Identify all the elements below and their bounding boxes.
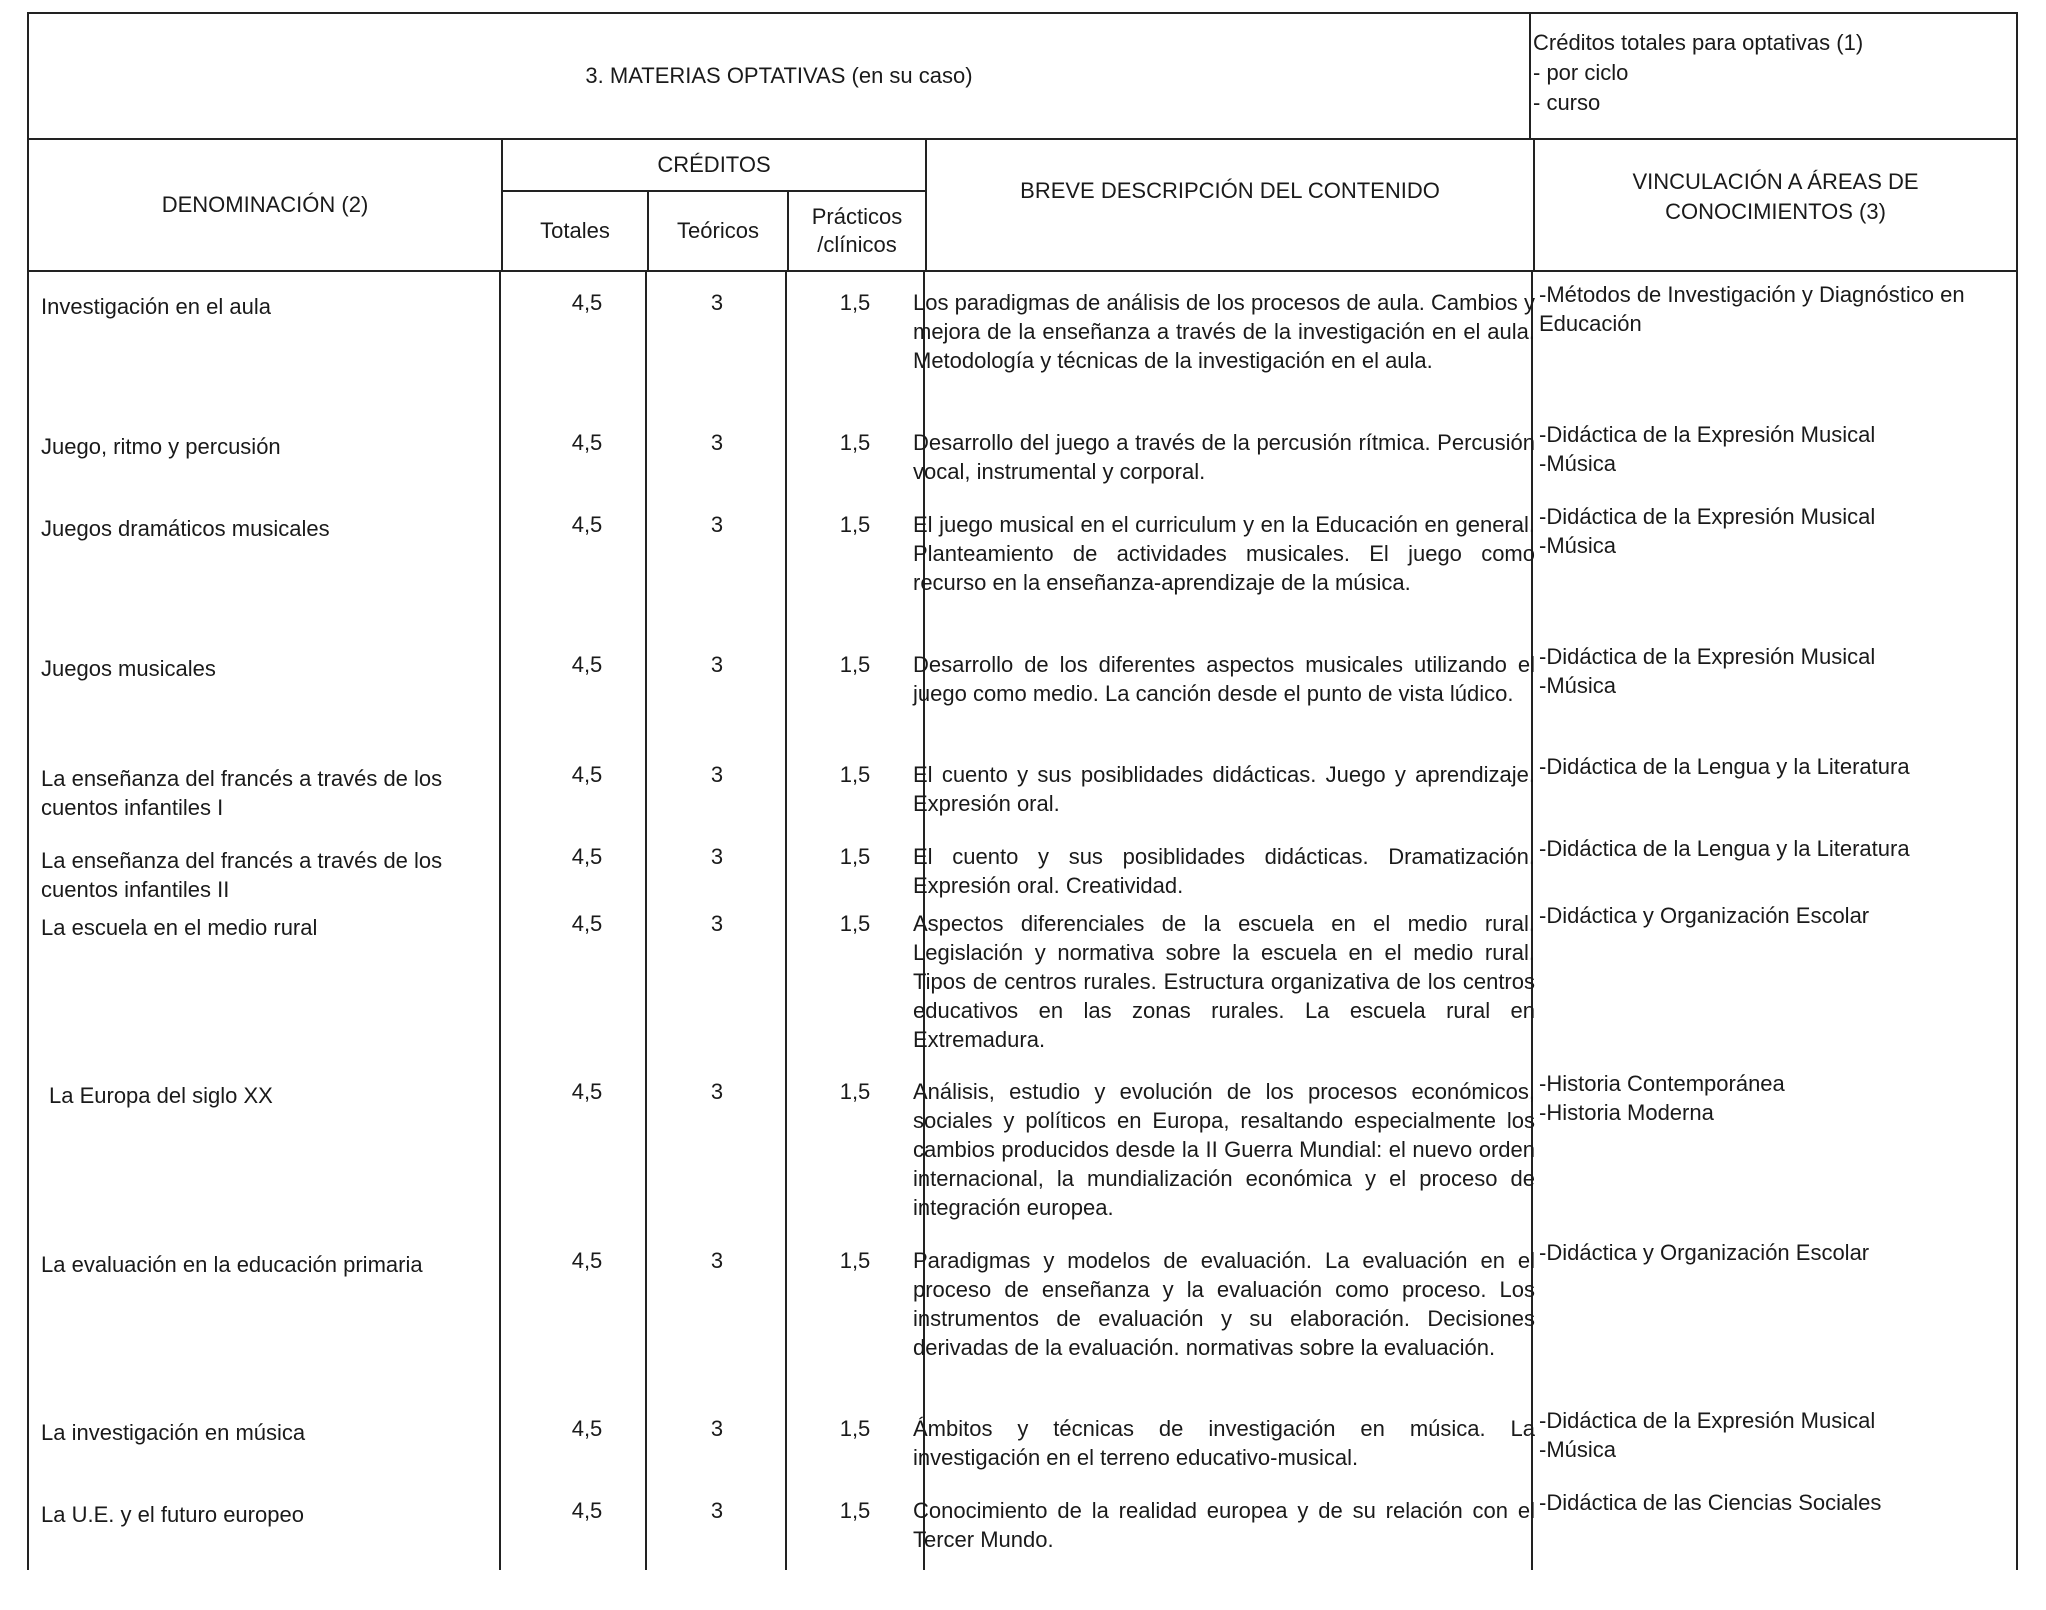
column-header-vinculacion-line: VINCULACIÓN A ÁREAS DE <box>1632 169 1919 194</box>
subject-name: La U.E. y el futuro europeo <box>41 1502 304 1527</box>
knowledge-areas <box>1539 502 2009 560</box>
column-header-teoricos: Teóricos <box>677 218 759 243</box>
subject-description: Aspectos diferenciales de la escuela en el medio rural. Legislación y normativa sobre la escuela en el medio rural. Tipos de centros rurales. Estructura organizativa de los centros educativos en las zonas rurales. La escuela rural en Extremadura. <box>913 911 1535 1052</box>
table-body <box>27 272 2018 1570</box>
credits-totales: 4,5 <box>571 1416 603 1441</box>
subject-description: Desarrollo del juego a través de la percusión rítmica. Percusión vocal, instrumental y corporal. <box>913 430 1535 484</box>
subject-name: Juego, ritmo y percusión <box>41 434 281 459</box>
table-rule <box>785 272 787 1570</box>
credits-totales: 4,5 <box>571 1498 603 1523</box>
knowledge-area: -Música <box>1539 451 1617 476</box>
column-header-vinculacion <box>1535 132 2016 262</box>
subject-name: La evaluación en la educación primaria <box>41 1252 423 1277</box>
subject-description: El juego musical en el curriculum y en la Educación en general. Planteamiento de actividades musicales. El juego como recurso en la enseñanza-aprendizaje de la música. <box>913 512 1535 595</box>
credits-teoricos: 3 <box>710 290 724 315</box>
subject-description: Paradigmas y modelos de evaluación. La evaluación en el proceso de enseñanza y la evaluación como proceso. Los instrumentos de evaluación y su elaboración. Decisiones derivadas de la evaluación. normativas sobre la evaluación. <box>913 1248 1535 1360</box>
knowledge-area: -Música <box>1539 1437 1617 1462</box>
knowledge-area: -Música <box>1539 673 1617 698</box>
subject-description: Conocimiento de la realidad europea y de su relación con el Tercer Mundo. <box>913 1498 1535 1552</box>
subject-name: Juegos dramáticos musicales <box>41 516 330 541</box>
credits-teoricos: 3 <box>710 1079 724 1104</box>
credits-teoricos: 3 <box>710 1248 724 1273</box>
table-rule <box>2016 272 2018 1570</box>
column-header-vinculacion-line: CONOCIMIENTOS (3) <box>1665 199 1886 224</box>
knowledge-areas <box>1539 642 2009 700</box>
knowledge-area: -Didáctica de la Expresión Musical <box>1539 422 1876 447</box>
credits-totales: 4,5 <box>571 762 603 787</box>
knowledge-area: -Didáctica de la Expresión Musical <box>1539 644 1876 669</box>
subject-name: La escuela en el medio rural <box>41 915 318 940</box>
credits-note <box>1533 28 2013 118</box>
credits-note-line: Créditos totales para optativas (1) <box>1533 30 1864 55</box>
section-header <box>27 12 2018 140</box>
section-title: 3. MATERIAS OPTATIVAS (en su caso) <box>29 14 1531 138</box>
knowledge-area: -Didáctica de la Lengua y la Literatura <box>1539 754 1910 779</box>
knowledge-area: -Historia Contemporánea <box>1539 1071 1785 1096</box>
credits-teoricos: 3 <box>710 911 724 936</box>
column-header-practicos <box>789 192 925 270</box>
credits-note-line: - por ciclo <box>1533 60 1629 85</box>
credits-practicos: 1,5 <box>839 1416 871 1441</box>
credits-totales: 4,5 <box>571 1079 603 1104</box>
credits-practicos: 1,5 <box>839 911 871 936</box>
knowledge-areas <box>1539 1488 2009 1517</box>
knowledge-area: -Historia Moderna <box>1539 1100 1714 1125</box>
credits-teoricos: 3 <box>710 1498 724 1523</box>
credits-practicos: 1,5 <box>839 290 871 315</box>
table-rule <box>27 272 29 1570</box>
knowledge-areas <box>1539 752 2009 781</box>
credits-practicos: 1,5 <box>839 430 871 455</box>
credits-teoricos: 3 <box>710 512 724 537</box>
credits-practicos: 1,5 <box>839 1079 871 1104</box>
column-header-totales: Totales <box>540 218 610 243</box>
knowledge-areas <box>1539 834 2009 863</box>
credits-totales: 4,5 <box>571 652 603 677</box>
credits-totales: 4,5 <box>571 430 603 455</box>
subject-description: El cuento y sus posiblidades didácticas. Dramatización. Expresión oral. Creatividad. <box>913 844 1535 898</box>
credits-practicos: 1,5 <box>839 512 871 537</box>
knowledge-area: -Didáctica y Organización Escolar <box>1539 1240 1870 1265</box>
subject-name: La enseñanza del francés a través de los cuentos infantiles II <box>41 848 443 902</box>
credits-totales: 4,5 <box>571 911 603 936</box>
credits-note-line: - curso <box>1533 90 1601 115</box>
knowledge-area: -Didáctica de la Expresión Musical <box>1539 504 1876 529</box>
credits-teoricos: 3 <box>710 762 724 787</box>
subject-name: La investigación en música <box>41 1420 306 1445</box>
credits-practicos: 1,5 <box>839 652 871 677</box>
knowledge-area: -Didáctica de la Expresión Musical <box>1539 1408 1876 1433</box>
subject-name: La enseñanza del francés a través de los cuentos infantiles I <box>41 766 443 820</box>
column-headers <box>27 140 2018 272</box>
knowledge-areas <box>1539 1069 2009 1127</box>
column-header-descripcion: BREVE DESCRIPCIÓN DEL CONTENIDO <box>1020 178 1440 203</box>
knowledge-area: -Métodos de Investigación y Diagnóstico en Educación <box>1539 282 1965 336</box>
column-header-creditos: CRÉDITOS <box>657 152 771 177</box>
credits-totales: 4,5 <box>571 290 603 315</box>
credits-teoricos: 3 <box>710 652 724 677</box>
knowledge-area: -Música <box>1539 533 1617 558</box>
credits-totales: 4,5 <box>571 512 603 537</box>
knowledge-area: -Didáctica y Organización Escolar <box>1539 903 1870 928</box>
credits-practicos: 1,5 <box>839 1498 871 1523</box>
subject-description: Los paradigmas de análisis de los procesos de aula. Cambios y mejora de la enseñanza a través de la investigación en el aula. Metodología y técnicas de la investigación en el aula. <box>913 290 1535 373</box>
subject-name: Investigación en el aula <box>41 294 271 319</box>
credits-teoricos: 3 <box>710 430 724 455</box>
knowledge-areas <box>1539 280 2009 338</box>
subject-description: Desarrollo de los diferentes aspectos musicales utilizando el juego como medio. La canción desde el punto de vista lúdico. <box>913 652 1535 706</box>
credits-practicos: 1,5 <box>839 762 871 787</box>
knowledge-area: -Didáctica de las Ciencias Sociales <box>1539 1490 1882 1515</box>
credits-teoricos: 3 <box>710 844 724 869</box>
credits-practicos: 1,5 <box>839 1248 871 1273</box>
subject-description: El cuento y sus posiblidades didácticas. Juego y aprendizaje. Expresión oral. <box>913 762 1535 816</box>
knowledge-areas <box>1539 420 2009 478</box>
column-header-practicos-line: Prácticos <box>811 204 903 229</box>
subject-description: Ámbitos y técnicas de investigación en música. La investigación en el terreno educativo-musical. <box>913 1416 1535 1470</box>
knowledge-area: -Didáctica de la Lengua y la Literatura <box>1539 836 1910 861</box>
column-header-practicos-line: /clínicos <box>817 232 897 257</box>
subject-name: La Europa del siglo XX <box>49 1083 273 1108</box>
credits-teoricos: 3 <box>710 1416 724 1441</box>
column-header-denominacion: DENOMINACIÓN (2) <box>161 192 369 217</box>
subject-name: Juegos musicales <box>41 656 216 681</box>
knowledge-areas <box>1539 901 2009 930</box>
credits-totales: 4,5 <box>571 1248 603 1273</box>
knowledge-areas <box>1539 1238 2009 1267</box>
subject-description: Análisis, estudio y evolución de los procesos económicos, sociales y políticos en Europa, resaltando especialmente los cambios producidos desde la II Guerra Mundial: el nuevo orden internacional, la mundialización económica y el proceso de integración europea. <box>913 1079 1535 1220</box>
credits-totales: 4,5 <box>571 844 603 869</box>
credits-practicos: 1,5 <box>839 844 871 869</box>
knowledge-areas <box>1539 1406 2009 1464</box>
